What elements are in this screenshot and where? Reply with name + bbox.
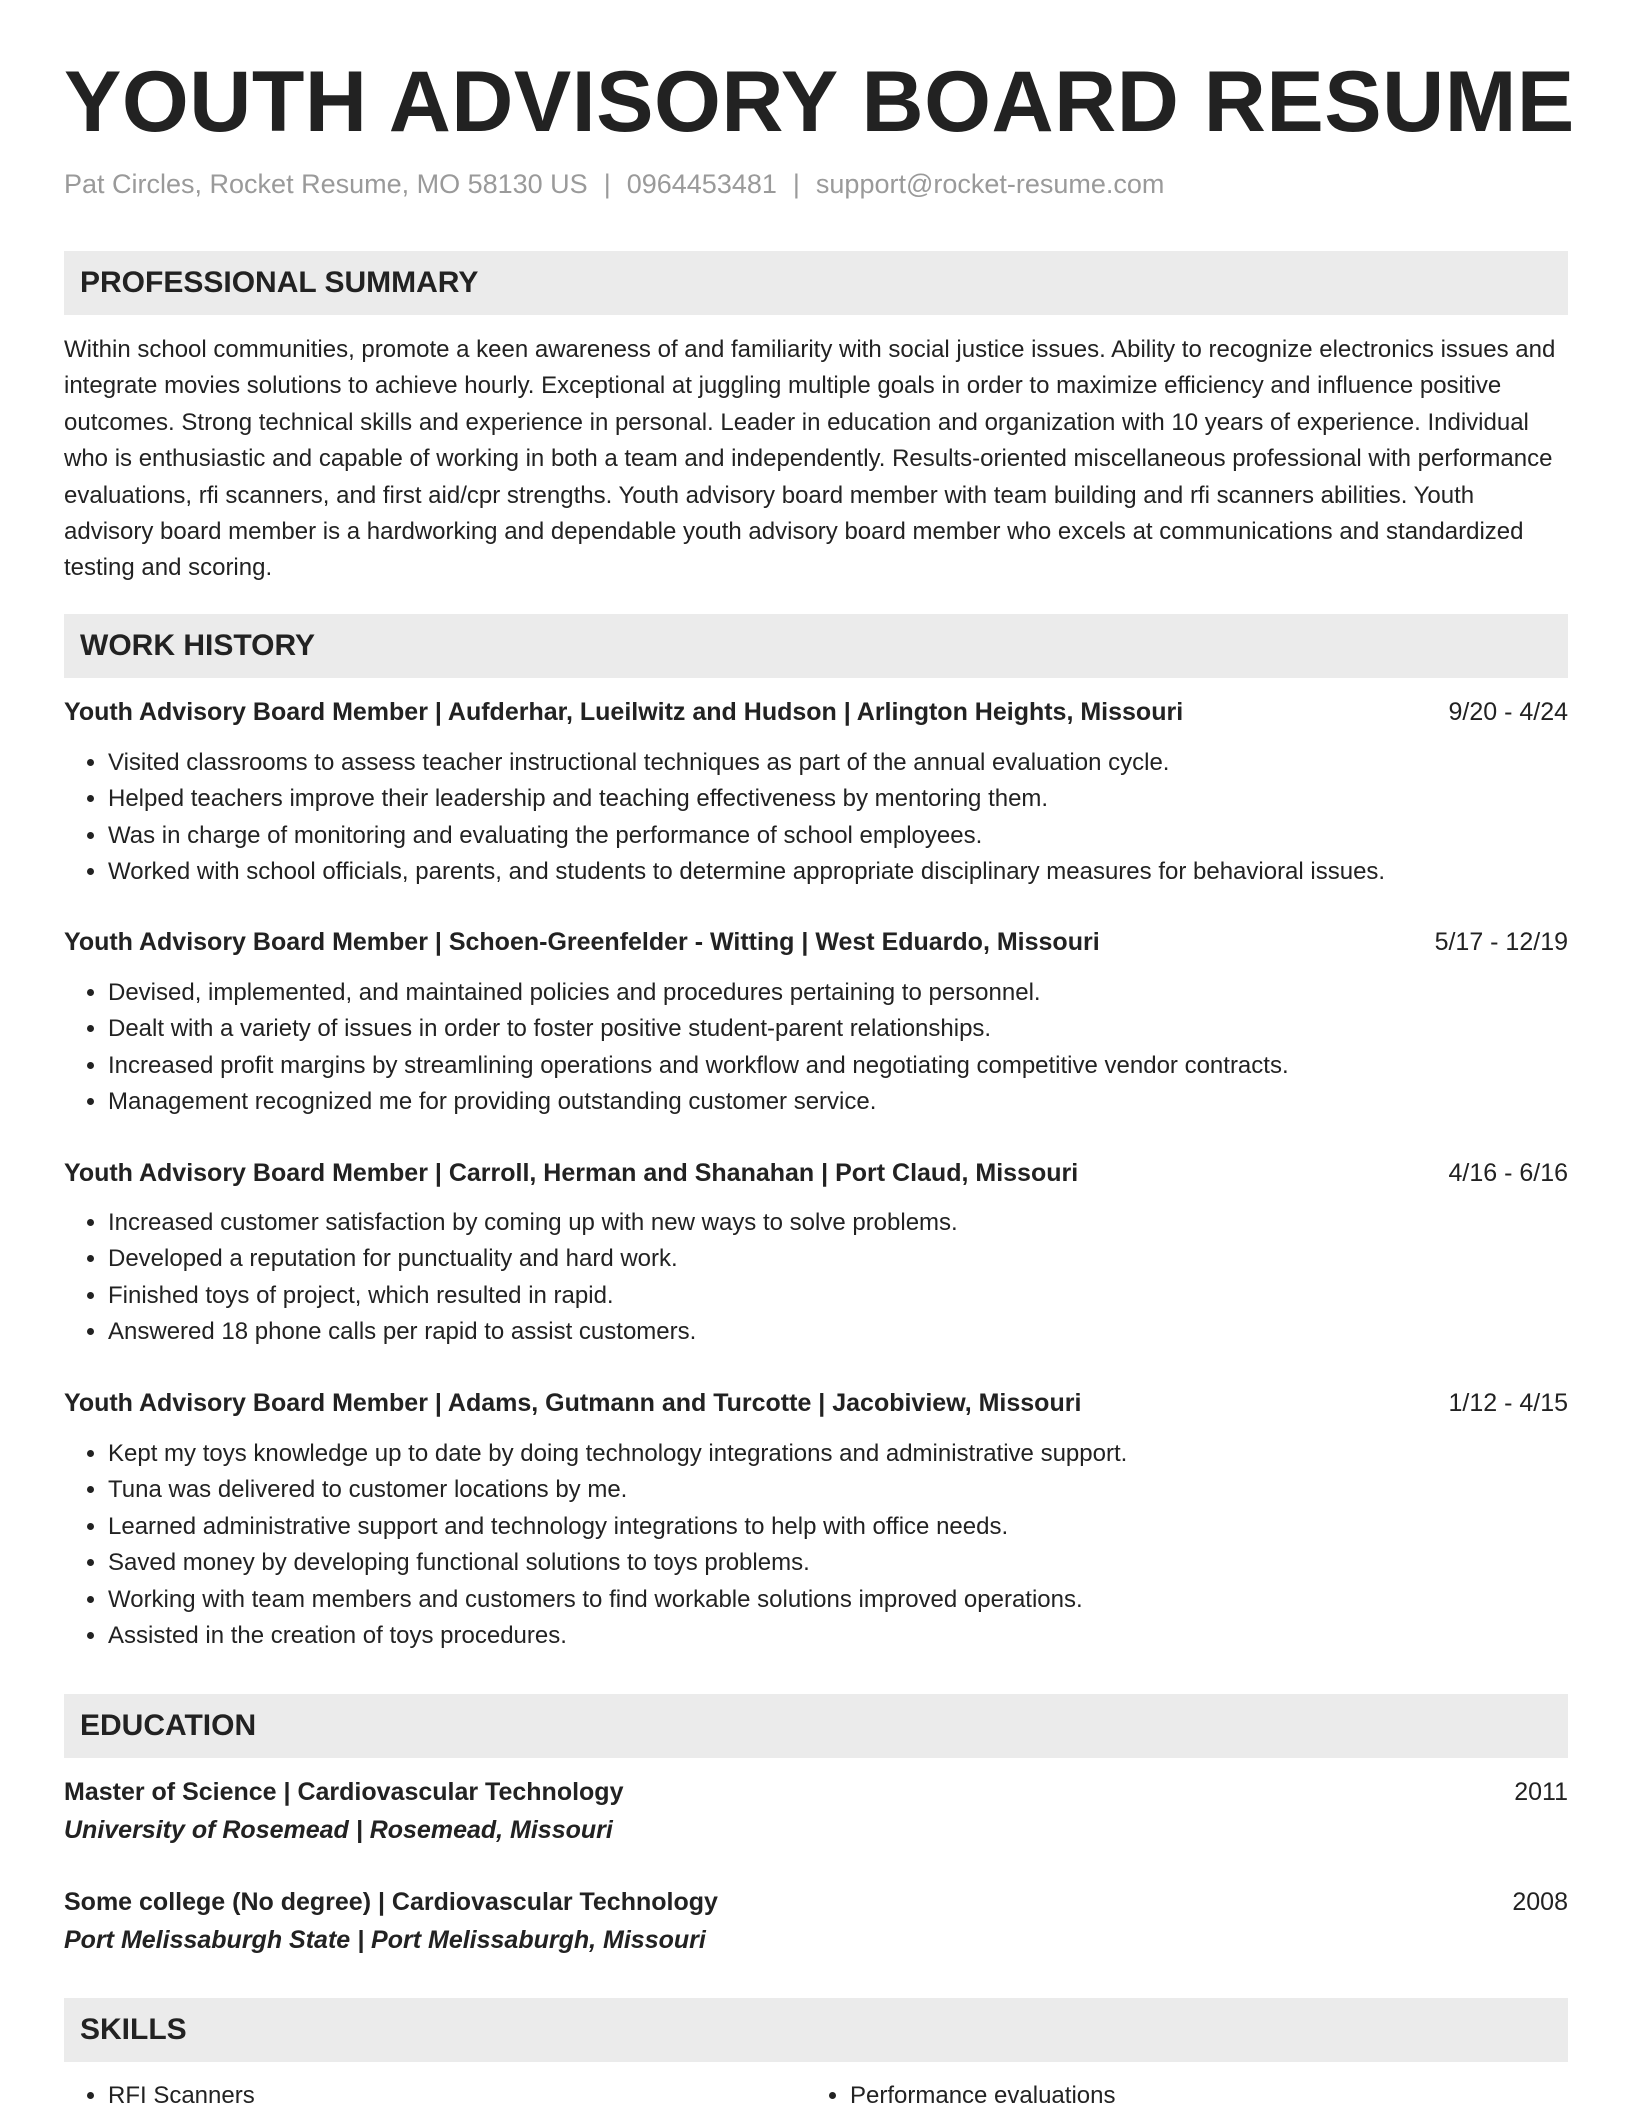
education-heading: EDUCATION bbox=[64, 1694, 1568, 1758]
job-bullet: • Was in charge of monitoring and evaluating the performance of school employees. bbox=[108, 818, 1568, 854]
job-title: Youth Advisory Board Member | Adams, Gutmann and Turcotte | Jacobiview, Missouri bbox=[64, 1389, 1082, 1417]
job-bullet: • Increased customer satisfaction by coming up with new ways to solve problems. bbox=[108, 1205, 1568, 1241]
job-bullet: • Saved money by developing functional solutions to toys problems. bbox=[108, 1545, 1568, 1581]
contact-phone: 0964453481 bbox=[626, 169, 777, 199]
job-bullet: • Answered 18 phone calls per rapid to assist customers. bbox=[108, 1314, 1568, 1350]
contact-line bbox=[64, 166, 1164, 202]
job-bullets bbox=[64, 975, 1568, 1121]
job-bullet: • Helped teachers improve their leadership and teaching effectiveness by mentoring them. bbox=[108, 781, 1568, 817]
education-degree-row bbox=[64, 1774, 1568, 1810]
job-bullet: • Assisted in the creation of toys procedures. bbox=[108, 1618, 1568, 1654]
job-header bbox=[64, 924, 1568, 960]
job-bullets bbox=[64, 1205, 1568, 1351]
job-bullet: • Learned administrative support and technology integrations to help with office needs. bbox=[108, 1509, 1568, 1545]
job-title: Youth Advisory Board Member | Schoen-Greenfelder - Witting | West Eduardo, Missouri bbox=[64, 928, 1100, 956]
job-header bbox=[64, 1385, 1568, 1421]
job-header bbox=[64, 694, 1568, 730]
contact-separator: | bbox=[792, 169, 800, 199]
job-bullet: • Visited classrooms to assess teacher instructional techniques as part of the annual evaluation cycle. bbox=[108, 745, 1568, 781]
skills-list-right bbox=[806, 2078, 1115, 2114]
summary-heading: PROFESSIONAL SUMMARY bbox=[64, 251, 1568, 315]
job-dates: 5/17 - 12/19 bbox=[1434, 928, 1568, 956]
contact-email: support@rocket-resume.com bbox=[815, 169, 1165, 199]
job-bullet: • Management recognized me for providing outstanding customer service. bbox=[108, 1084, 1568, 1120]
education-degree-row bbox=[64, 1884, 1568, 1920]
summary-text: Within school communities, promote a keen awareness of and familiarity with social justice issues. Ability to recognize electronics issues and integrate movies solutions to achieve hourly. Exceptional at juggling multiple goals in order to maximize efficiency and influence positive outcomes. Strong technical skills and experience in personal. Leader in education and organization with 10 years of experience. Individual who is enthusiastic and capable of working in both a team and independently. Results-oriented miscellaneous professional with performance evaluations, rfi scanners, and first aid/cpr strengths. Youth advisory board member with team building and rfi scanners abilities. Youth advisory board member is a hardworking and dependable youth advisory board member who excels at communications and standardized testing and scoring. bbox=[64, 336, 1556, 582]
skills-heading: SKILLS bbox=[64, 1998, 1568, 2062]
education-year: 2008 bbox=[1512, 1888, 1568, 1916]
job-bullets bbox=[64, 745, 1568, 891]
job-header bbox=[64, 1155, 1568, 1191]
job-bullet: • Dealt with a variety of issues in order to foster positive student-parent relationships. bbox=[108, 1011, 1568, 1047]
education-degree: Some college (No degree) | Cardiovascular Technology bbox=[64, 1888, 718, 1916]
job-bullet: • Increased profit margins by streamlining operations and workflow and negotiating competitive vendor contracts. bbox=[108, 1048, 1568, 1084]
resume-title: YOUTH ADVISORY BOARD RESUME bbox=[64, 54, 1575, 150]
job-bullet: • Tuna was delivered to customer locations by me. bbox=[108, 1472, 1568, 1508]
job-bullet: • Kept my toys knowledge up to date by doing technology integrations and administrative support. bbox=[108, 1436, 1568, 1472]
education-year: 2011 bbox=[1514, 1778, 1568, 1806]
skills-list-left bbox=[64, 2078, 255, 2114]
education-school: Port Melissaburgh State | Port Melissaburgh, Missouri bbox=[64, 1926, 706, 1954]
contact-separator: | bbox=[603, 169, 611, 199]
job-bullet: • Finished toys of project, which resulted in rapid. bbox=[108, 1278, 1568, 1314]
job-title: Youth Advisory Board Member | Aufderhar, Lueilwitz and Hudson | Arlington Heights, Missouri bbox=[64, 698, 1184, 726]
education-degree: Master of Science | Cardiovascular Technology bbox=[64, 1778, 624, 1806]
job-bullet: • Devised, implemented, and maintained policies and procedures pertaining to personnel. bbox=[108, 975, 1568, 1011]
job-bullet: • Developed a reputation for punctuality and hard work. bbox=[108, 1241, 1568, 1277]
job-dates: 9/20 - 4/24 bbox=[1448, 698, 1568, 726]
job-dates: 1/12 - 4/15 bbox=[1448, 1389, 1568, 1417]
job-title: Youth Advisory Board Member | Carroll, Herman and Shanahan | Port Claud, Missouri bbox=[64, 1159, 1079, 1187]
education-school: University of Rosemead | Rosemead, Missouri bbox=[64, 1816, 613, 1844]
work-history-heading: WORK HISTORY bbox=[64, 614, 1568, 678]
job-bullet: • Working with team members and customers to find workable solutions improved operations. bbox=[108, 1582, 1568, 1618]
skill-item: • RFI Scanners bbox=[108, 2078, 255, 2114]
contact-address: Pat Circles, Rocket Resume, MO 58130 US bbox=[64, 169, 588, 199]
job-bullets bbox=[64, 1436, 1568, 1654]
skill-item: • Performance evaluations bbox=[850, 2078, 1115, 2114]
job-dates: 4/16 - 6/16 bbox=[1448, 1159, 1568, 1187]
job-bullet: • Worked with school officials, parents, and students to determine appropriate disciplinary measures for behavioral issues. bbox=[108, 854, 1568, 890]
